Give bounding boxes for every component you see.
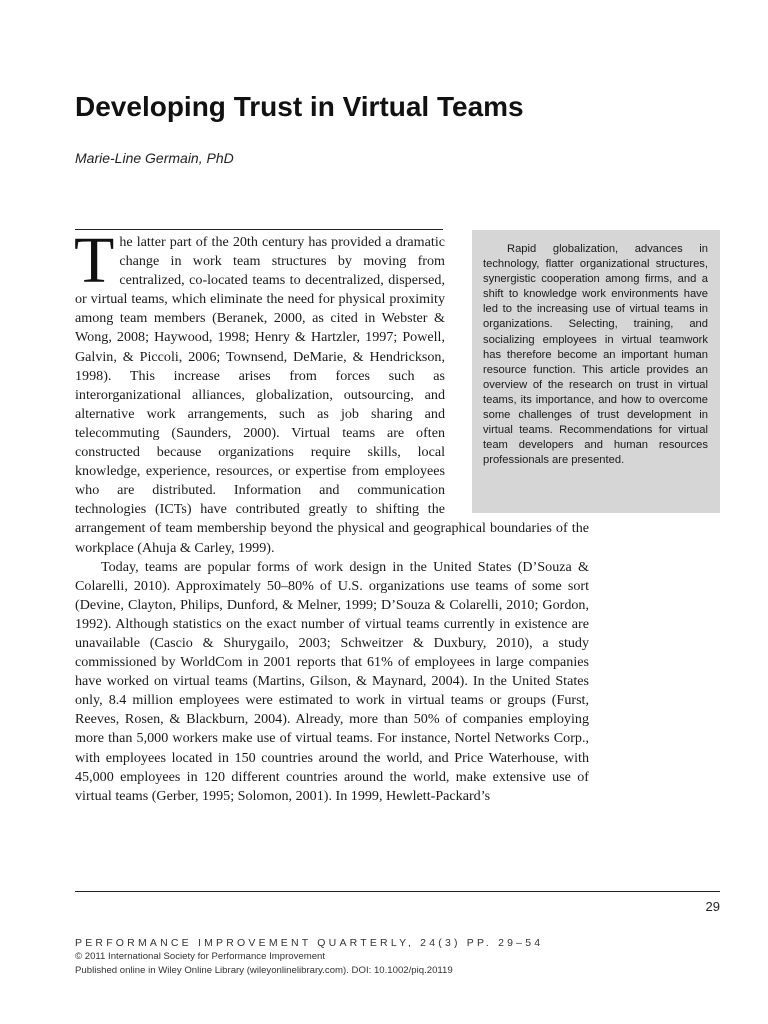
top-rule bbox=[75, 229, 443, 230]
body-paragraph-2: Today, teams are popular forms of work design in the United States (D’Souza & Colarelli, 2010). Approximately 50–80% of U.S. organizations use teams of some sort (Devine, Clayton, Philips, Dunford, & Melner, 1999; D’Souza & Colarelli, 2010; Gordon, 1992). Although statistics on the exact number of virtual teams currently in existence are unavailable (Cascio & Shurygailo, 2003; Schweitzer & Duxbury, 2010), a study commissioned by WorldCom in 2001 reports that 61% of employees in large companies have worked on virtual teams (Martins, Gilson, & Maynard, 2004). In the United States only, 8.4 million employees were estimated to work in virtual teams or groups (Furst, Reeves, Rosen, & Blackburn, 2004). Already, more than 50% of companies employing more than 5,000 workers make use of virtual teams. For instance, Nortel Networks Corp., with employees located in 150 countries around the world, and Price Waterhouse, with 45,000 employees in 120 different countries around the world, make extensive use of virtual teams (Gerber, 1995; Solomon, 2001). In 1999, Hewlett-Packard’s bbox=[75, 558, 589, 804]
article-author: Marie-Line Germain, PhD bbox=[75, 150, 234, 166]
journal-citation: PERFORMANCE IMPROVEMENT QUARTERLY, 24(3) PP. 29–54 bbox=[75, 937, 544, 949]
body-text bbox=[74, 224, 589, 806]
abstract-text: Rapid globalization, advances in technology, flatter organizational structures, synergistic cooperation among firms, and a shift to knowledge work environments have led to the increasing use of virtual teams in organizations. Selecting, training, and socializing employees in virtual teamwork has therefore become an important human resource function. This article provides an overview of the research on trust in virtual teams, its importance, and how to overcome some challenges of trust development in virtual teams. Recommendations for virtual team developers and human resources professionals are presented. bbox=[483, 243, 708, 467]
article-title: Developing Trust in Virtual Teams bbox=[75, 91, 524, 122]
page-number: 29 bbox=[705, 899, 720, 914]
footer-rule bbox=[75, 891, 720, 892]
drop-cap: T bbox=[74, 224, 115, 297]
copyright-notice: © 2011 International Society for Performance Improvement bbox=[75, 951, 326, 962]
abstract-wrap-spacer bbox=[445, 233, 589, 519]
body-paragraph-1-text: he latter part of the 20th century has provided a dramatic change in work team structures by moving from centralized, co-located teams to decentralized, dispersed, or virtual teams, which eliminate the need for physical proximity among team members (Beranek, 2000, as cited in Webster & Wong, 2008; Haywood, 1998; Henry & Hartzler, 1997; Powell, Galvin, & Piccoli, 2006; Townsend, DeMarie, & Hendrickson, 1998). This increase arises from forces such as interorganizational alliances, globalization, outsourcing, and alternative work arrangements, such as job sharing and telecommuting (Saunders, 2000). Virtual teams are often constructed because organizations require skills, local knowledge, experience, resources, or expertise from employees who are distributed. Information and communication technologies (ICTs) have contributed greatly to shifting the arrangement of team membership beyond the physical and geographical boundaries of the workplace (Ahuja & Carley, 1999). bbox=[75, 234, 589, 556]
publication-info: Published online in Wiley Online Library (wileyonlinelibrary.com). DOI: 10.1002/piq.20119 bbox=[75, 965, 453, 976]
